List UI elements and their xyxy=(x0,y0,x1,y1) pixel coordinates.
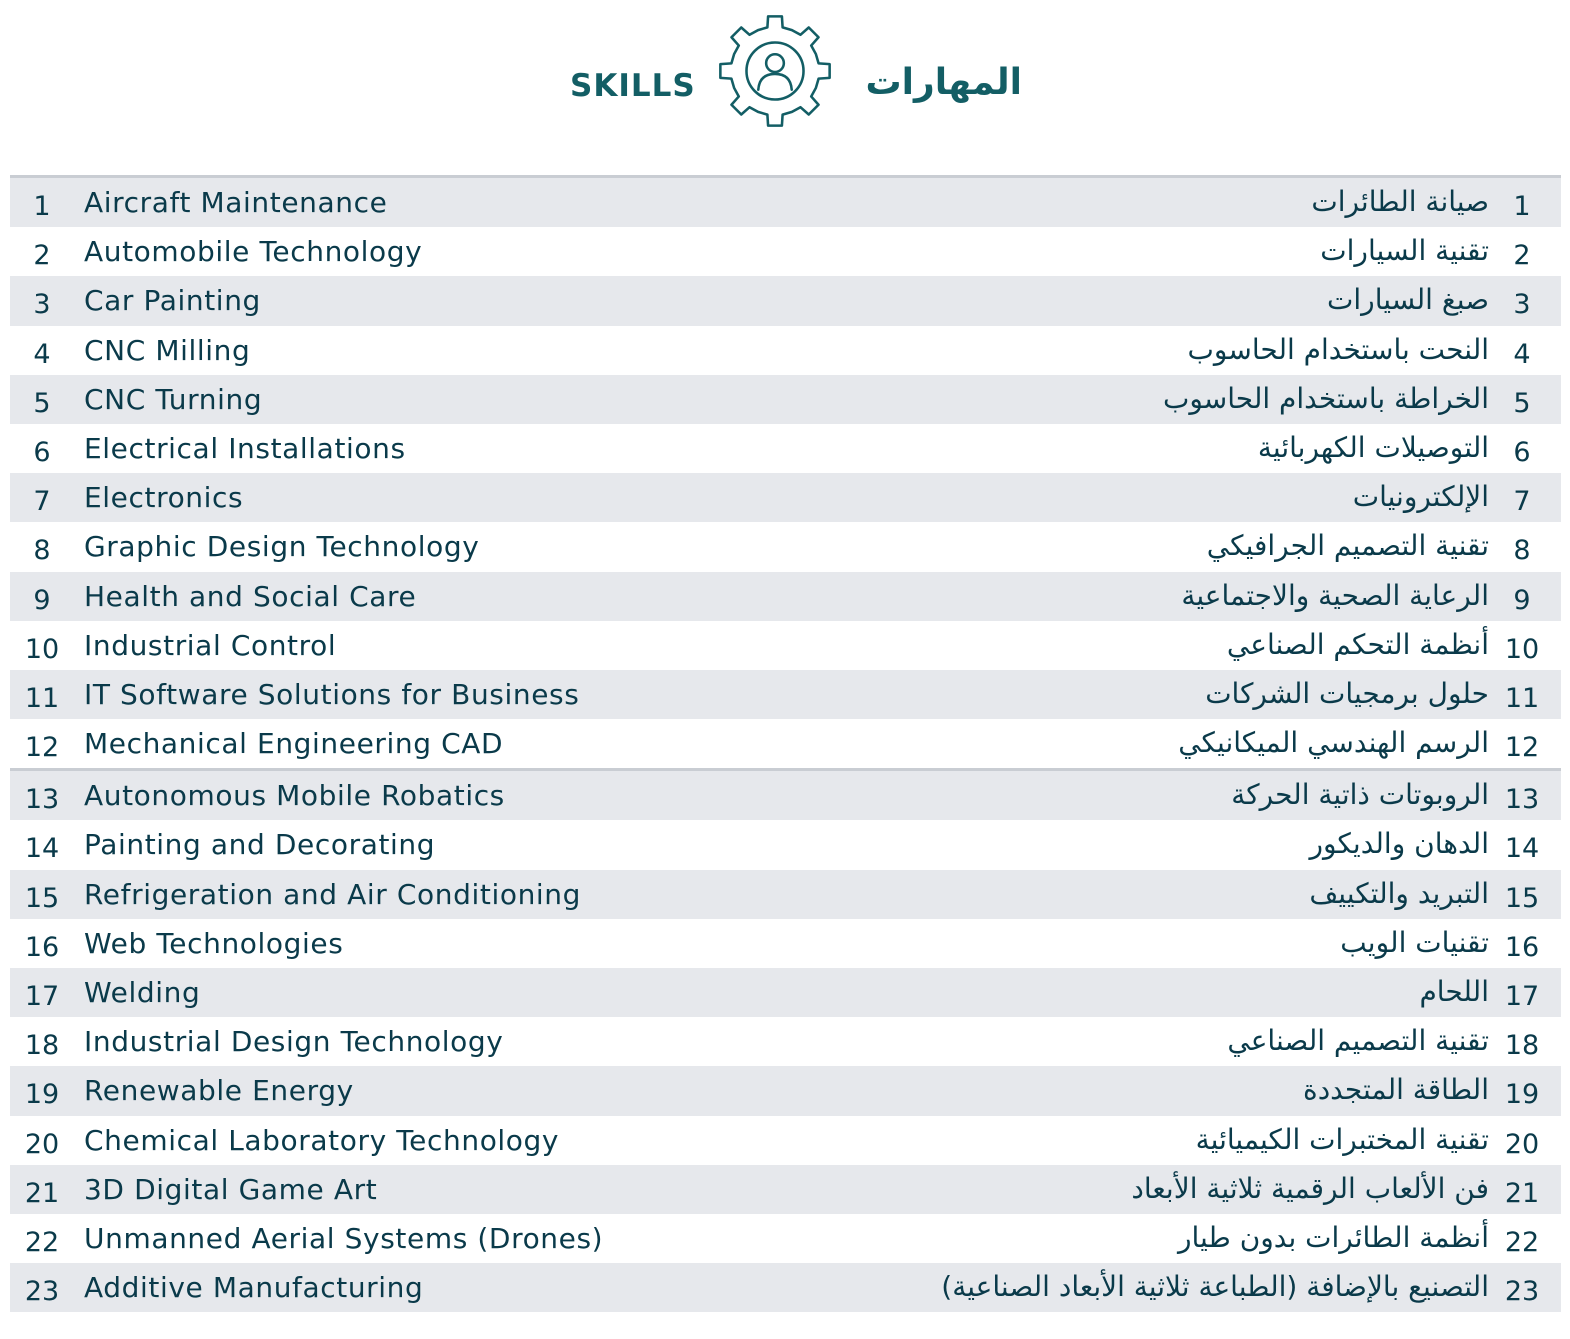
row-number-arabic: 22 xyxy=(1504,1226,1540,1258)
skill-name-arabic: أنظمة التحكم الصناعي xyxy=(1226,627,1489,661)
row-number-arabic: 14 xyxy=(1504,833,1540,865)
skill-name-english: Electronics xyxy=(84,481,244,515)
row-number-arabic: 18 xyxy=(1504,1030,1540,1062)
row-number-arabic: 4 xyxy=(1513,338,1531,370)
skill-name-arabic: التبريد والتكييف xyxy=(1309,876,1489,910)
row-number-arabic: 6 xyxy=(1513,436,1531,468)
row-number-english: 20 xyxy=(24,1128,60,1160)
table-row xyxy=(10,424,1561,473)
row-number-arabic: 15 xyxy=(1504,882,1540,914)
table-row xyxy=(10,1116,1561,1165)
skill-name-arabic: الدهان والديكور xyxy=(1309,827,1489,861)
skill-name-arabic: الروبوتات ذاتية الحركة xyxy=(1231,778,1489,812)
skill-name-english: CNC Turning xyxy=(84,382,263,416)
row-number-english: 4 xyxy=(33,338,51,370)
skill-name-arabic: أنظمة الطائرات بدون طيار xyxy=(1178,1220,1489,1254)
skill-name-english: Electrical Installations xyxy=(84,431,406,465)
row-number-arabic: 1 xyxy=(1513,191,1531,222)
skill-name-arabic: صيانة الطائرات xyxy=(1311,185,1489,218)
table-row xyxy=(10,227,1561,276)
row-number-arabic: 12 xyxy=(1504,732,1540,764)
skill-name-arabic: التصنيع بالإضافة (الطباعة ثلاثية الأبعاد الصناعية) xyxy=(941,1270,1489,1304)
row-number-english: 9 xyxy=(33,584,51,616)
skill-name-english: Refrigeration and Air Conditioning xyxy=(84,877,582,911)
row-number-english: 22 xyxy=(24,1226,60,1258)
row-number-english: 15 xyxy=(24,882,60,914)
skill-name-english: IT Software Solutions for Business xyxy=(84,677,580,711)
table-row xyxy=(10,1214,1561,1263)
skill-name-arabic: حلول برمجيات الشركات xyxy=(1205,676,1489,710)
skills-table xyxy=(10,175,1561,1312)
table-row xyxy=(10,919,1561,968)
row-number-english: 12 xyxy=(24,732,60,764)
table-row xyxy=(10,276,1561,325)
skill-name-arabic: تقنية المختبرات الكيميائية xyxy=(1195,1122,1489,1156)
row-number-arabic: 8 xyxy=(1513,535,1531,567)
skill-name-english: Autonomous Mobile Robatics xyxy=(84,779,505,813)
row-number-arabic: 9 xyxy=(1513,584,1531,616)
row-number-arabic: 2 xyxy=(1513,240,1531,272)
title-english: SKILLS xyxy=(570,68,696,104)
skill-name-english: Welding xyxy=(84,976,201,1009)
skill-name-arabic: النحت باستخدام الحاسوب xyxy=(1187,332,1489,366)
title-arabic: المهارات xyxy=(865,62,1022,103)
table-row xyxy=(10,178,1561,227)
row-number-arabic: 17 xyxy=(1504,981,1540,1012)
row-number-arabic: 19 xyxy=(1504,1079,1540,1111)
row-number-english: 7 xyxy=(33,486,51,518)
skill-name-arabic: تقنية التصميم الجرافيكي xyxy=(1206,529,1489,563)
row-number-english: 3 xyxy=(33,289,51,321)
row-number-english: 16 xyxy=(24,931,60,963)
skill-name-english: Web Technologies xyxy=(84,926,344,960)
skill-name-english: Aircraft Maintenance xyxy=(84,186,388,219)
skill-name-arabic: تقنية السيارات xyxy=(1320,234,1489,268)
skill-name-english: Unmanned Aerial Systems (Drones) xyxy=(84,1221,604,1255)
skill-name-arabic: الرعاية الصحية والاجتماعية xyxy=(1181,578,1489,612)
table-row xyxy=(10,621,1561,670)
skill-name-english: Industrial Control xyxy=(84,628,337,662)
table-row xyxy=(10,1066,1561,1115)
row-number-arabic: 16 xyxy=(1504,931,1540,963)
skill-name-english: Additive Manufacturing xyxy=(84,1271,424,1305)
skill-name-english: Painting and Decorating xyxy=(84,828,436,862)
table-row xyxy=(10,326,1561,375)
row-number-english: 18 xyxy=(24,1030,60,1062)
table-row xyxy=(10,870,1561,919)
skill-name-arabic: التوصيلات الكهربائية xyxy=(1257,430,1489,464)
skill-name-english: CNC Milling xyxy=(84,333,251,367)
table-row xyxy=(10,572,1561,621)
row-number-english: 19 xyxy=(24,1079,60,1111)
skill-name-english: Renewable Energy xyxy=(84,1074,354,1108)
row-number-english: 13 xyxy=(24,784,60,816)
table-row xyxy=(10,719,1561,768)
skill-name-arabic: صبغ السيارات xyxy=(1327,283,1489,317)
row-number-english: 14 xyxy=(24,833,60,865)
skill-name-english: Mechanical Engineering CAD xyxy=(84,727,504,761)
skill-name-arabic: الإلكترونيات xyxy=(1352,480,1489,514)
row-number-arabic: 5 xyxy=(1513,387,1531,419)
skill-name-arabic: فن الألعاب الرقمية ثلاثية الأبعاد xyxy=(1131,1171,1489,1205)
row-number-english: 17 xyxy=(24,981,60,1012)
row-number-arabic: 10 xyxy=(1504,633,1540,665)
skill-name-english: 3D Digital Game Art xyxy=(84,1172,378,1206)
table-row xyxy=(10,820,1561,869)
row-number-arabic: 23 xyxy=(1504,1276,1540,1308)
table-row xyxy=(10,968,1561,1017)
row-number-english: 2 xyxy=(33,240,51,272)
table-row xyxy=(10,522,1561,571)
row-number-english: 23 xyxy=(24,1276,60,1308)
table-row xyxy=(10,1263,1561,1312)
skill-name-arabic: الطاقة المتجددة xyxy=(1303,1073,1489,1107)
row-number-english: 8 xyxy=(33,535,51,567)
row-number-english: 5 xyxy=(33,387,51,419)
table-row xyxy=(10,768,1561,820)
row-number-english: 11 xyxy=(24,682,60,714)
skill-name-english: Chemical Laboratory Technology xyxy=(84,1123,560,1157)
skill-name-english: Health and Social Care xyxy=(84,579,417,613)
skill-name-arabic: الرسم الهندسي الميكانيكي xyxy=(1178,726,1489,760)
row-number-arabic: 3 xyxy=(1513,289,1531,321)
page-header xyxy=(0,0,1570,150)
skill-name-english: Automobile Technology xyxy=(84,235,423,269)
skill-name-arabic: تقنية التصميم الصناعي xyxy=(1227,1024,1489,1058)
skill-name-arabic: الخراطة باستخدام الحاسوب xyxy=(1162,381,1489,415)
table-row xyxy=(10,375,1561,424)
row-number-arabic: 21 xyxy=(1504,1177,1540,1209)
skill-name-english: Industrial Design Technology xyxy=(84,1025,504,1059)
row-number-arabic: 20 xyxy=(1504,1128,1540,1160)
gear-user-icon xyxy=(716,12,834,130)
row-number-arabic: 7 xyxy=(1513,486,1531,518)
table-row xyxy=(10,670,1561,719)
skill-name-english: Car Painting xyxy=(84,284,261,318)
table-row xyxy=(10,1017,1561,1066)
row-number-english: 10 xyxy=(24,633,60,665)
table-row xyxy=(10,1165,1561,1214)
row-number-english: 6 xyxy=(33,436,51,468)
row-number-arabic: 13 xyxy=(1504,784,1540,816)
skill-name-arabic: تقنيات الويب xyxy=(1340,925,1489,959)
row-number-arabic: 11 xyxy=(1504,682,1540,714)
row-number-english: 21 xyxy=(24,1177,60,1209)
skill-name-arabic: اللحام xyxy=(1419,975,1489,1008)
table-row xyxy=(10,473,1561,522)
row-number-english: 1 xyxy=(33,191,51,222)
skill-name-english: Graphic Design Technology xyxy=(84,530,480,564)
